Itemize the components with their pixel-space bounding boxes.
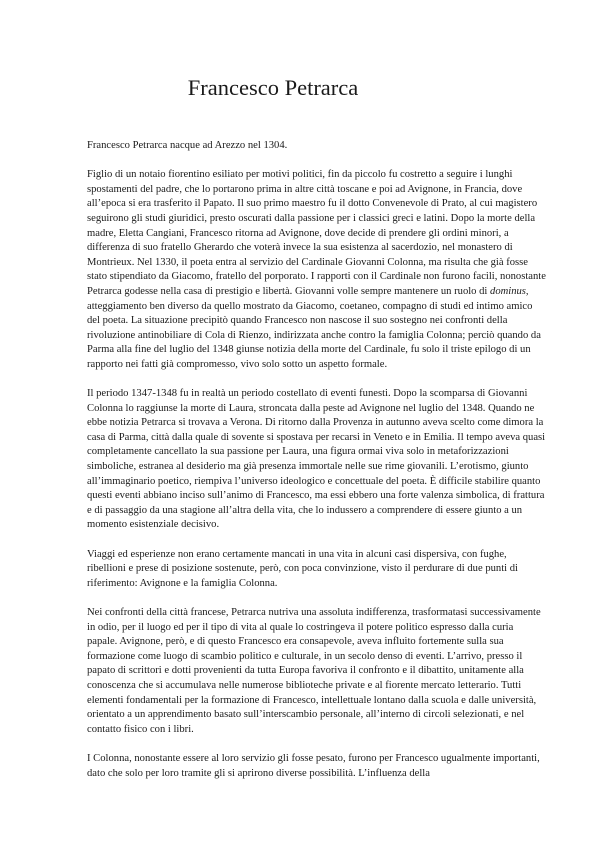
document-body [87,139,546,796]
paragraph-1 [87,139,546,154]
paragraph-2-italic-term: dominus, [490,285,529,297]
paragraph-6-text: I Colonna, nonostante essere al loro servizio gli fosse pesato, furono per Francesco ugualmente importanti, dato che solo per loro tramite gli si aprirono diverse possibilità. L’influenza della [87,752,540,779]
paragraph-3-text: Il periodo 1347-1348 fu in realtà un periodo costellato di eventi funesti. Dopo la scomparsa di Giovanni Colonna lo raggiunse la morte di Laura, stroncata dalla peste ad Avignone nel luglio del 1348. Quando ne ebbe notizia Petrarca si trovava a Verona. Di ritorno dalla Provenza in autunno aveva scelto come dimora la casa di Parma, città dalla quale di sovente si spostava per recarsi in Veneto e in Emilia. Il tempo aveva quasi completamente cancellato la sua passione per Laura, una figura ormai viva solo in metaforizzazioni simboliche, estranea al desiderio ma già presenza immortale nelle sue rime giovanili. L’erotismo, giunto all’immaginario poetico, riempiva l’universo ideologico e concettuale del poeta. È difficile stabilire quanto questi eventi abbiano inciso sull’animo di Francesco, ma essi ebbero una forte valenza simbolica, di frattura e di passaggio da una stagione all’altra della vita, che lo indussero a comprendere di essere giunto a un momento esistenziale decisivo. [87,388,546,531]
paragraph-1-text: Francesco Petrarca nacque ad Arezzo nel 1304. [87,140,288,151]
paragraph-3 [87,387,546,533]
paragraph-5-text: Nei confronti della città francese, Petrarca nutriva una assoluta indifferenza, trasformatasi successivamente in odio, per il luogo ed per il tipo di vita al quale lo costringeva il potere politico espresso dalla curia papale. Avignone, però, e di questo Francesco era consapevole, aveva influito fortemente sulla sua formazione come luogo di scambio politico e culturale, in un secolo denso di eventi. L’arrivo, presso il papato di scrittori e dotti provenienti da tutta Europa favoriva il confronto e il dibattito, unitamente alla conoscenza che si accumulava nelle numerose biblioteche private e al fiorente mercato letterario. Tutti elementi fondamentali per la formazione di Francesco, intellettuale lontano dalla scuola e dalle università, orientato a un apprendimento basato sull’interscambio personale, all’interno di circoli selezionati, e nel contatto fisico con i libri. [87,607,541,735]
paragraph-4-text: Viaggi ed esperienze non erano certamente mancati in una vita in alcuni casi dispersiva, con fughe, ribellioni e prese di posizione sostenute, però, con poca convinzione, visto il perdurare di due punti di riferimento: Avignone e la famiglia Colonna. [87,548,518,589]
paragraph-5 [87,606,546,737]
paragraph-2 [87,168,546,372]
paragraph-2-text-a: Figlio di un notaio fiorentino esiliato per motivi politici, fin da piccolo fu costretto a seguire i lunghi spostamenti del padre, che lo portarono prima in altre città toscane e poi ad Avignone, in Francia, dove all’epoca si era trasferito il Papato. Il suo primo maestro fu il dotto Convenevole di Prato, al cui magistero seguirono gli studi giuridici, presto oscurati dalla passione per i classici greci e latini. Dopo la morte della madre, Eletta Cangiani, Francesco ritorna ad Avignone, dove decide di prendere gli ordini minori, a differenza di suo fratello Gherardo che voterà invece la sua esistenza al sacerdozio, nel monastero di Montrieux. Nel 1330, il poeta entra al servizio del Cardinale Giovanni Colonna, ma risulta che già fosse stato stipendiato da Giacomo, fratello del porporato. I rapporti con il Cardinale non furono facili, nonostante Petrarca godesse nella casa di prestigio e libertà. Giovanni volle sempre mantenere un ruolo di [87,169,546,297]
paragraph-4 [87,548,546,592]
page-title: Francesco Petrarca [187,75,359,100]
paragraph-6 [87,752,546,781]
paragraph-2-text-b: atteggiamento ben diverso da quello mostrato da Giacomo, coetaneo, compagno di studi ed intimo amico del poeta. La situazione precipitò quando Francesco non nascose il suo sostegno nei confronti della rivoluzione antinobiliare di Cola di Rienzo, indirizzata anche contro la famiglia Colonna; perciò quando da Parma alla fine del luglio del 1348 giunse notizia della morte del Cardinale, fu solo il triste epilogo di un rapporto nei fatti già compromesso, vivo solo sotto un aspetto formale. [87,300,541,370]
